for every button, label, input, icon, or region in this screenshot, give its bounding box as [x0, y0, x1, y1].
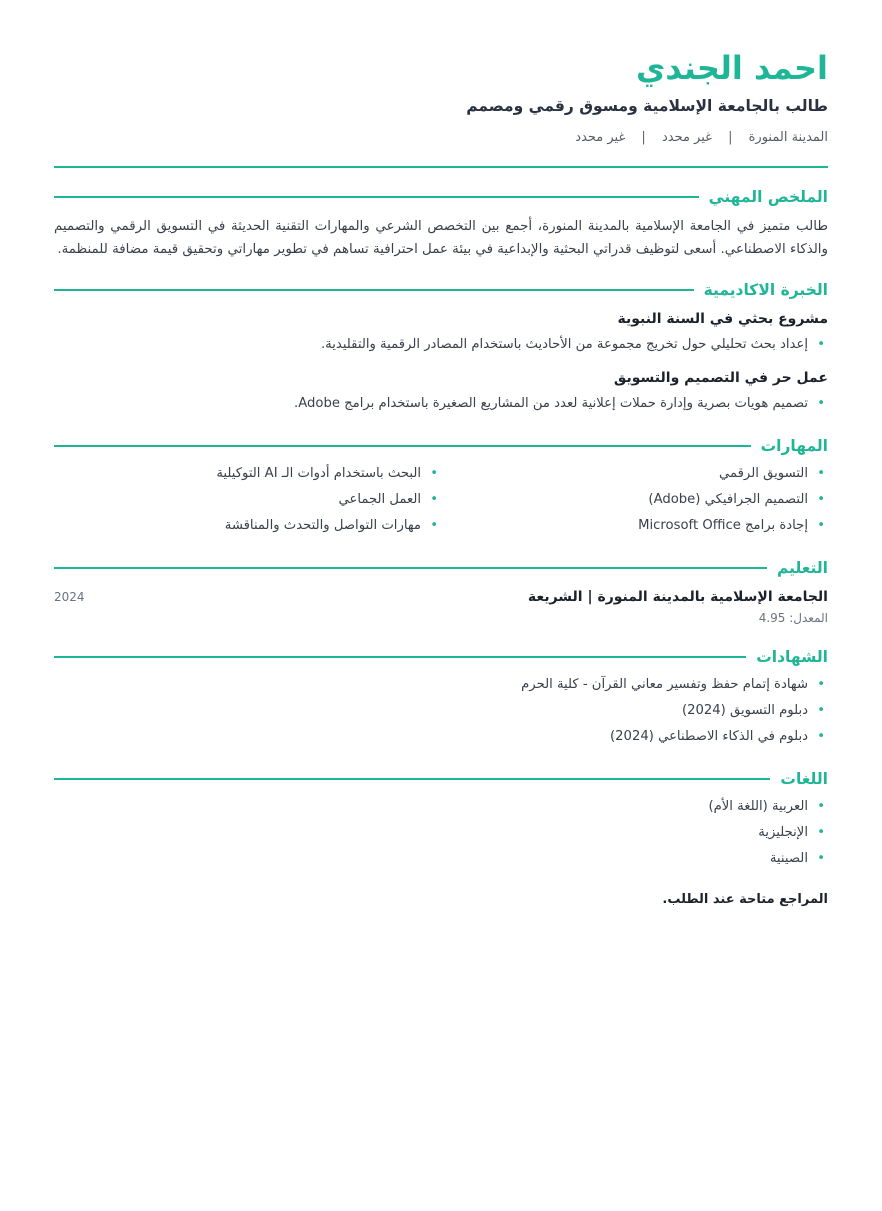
contact-location: المدينة المنورة — [748, 130, 828, 145]
section-title: المهارات — [760, 437, 828, 455]
experience-bullets — [54, 332, 828, 358]
list-item: • دبلوم في الذكاء الاصطناعي (2024) — [54, 724, 828, 750]
section-title: الخبرة الاكاديمية — [703, 281, 828, 299]
experience-bullets — [54, 391, 828, 417]
section-header-summary — [54, 188, 828, 206]
list-item: • إعداد بحث تحليلي حول تخريج مجموعة من الأحاديث باستخدام المصادر الرقمية والتقليدية. — [54, 332, 828, 358]
section-divider — [54, 445, 751, 447]
experience-title: مشروع بحثي في السنة النبوية — [617, 311, 828, 327]
languages-list — [54, 794, 828, 872]
section-header-certificates — [54, 648, 828, 666]
education-gpa: المعدل: 4.95 — [758, 611, 828, 625]
section-divider — [54, 289, 694, 291]
education-year: 2024 — [54, 590, 85, 604]
candidate-name: احمد الجندي — [635, 49, 828, 87]
section-divider — [54, 778, 770, 780]
list-item: • الصينية — [54, 846, 828, 872]
bullet-icon: • — [817, 466, 825, 481]
candidate-headline: طالب بالجامعة الإسلامية ومسوق رقمي ومصمم — [466, 97, 828, 115]
bullet-icon: • — [817, 703, 825, 718]
skills-column — [441, 461, 828, 539]
summary-text: طالب متميز في الجامعة الإسلامية بالمدينة المنورة، أجمع بين التخصص الشرعي والمهارات التقنية الحديثة في التسويق الرقمي والتصميم والذكاء الاصطناعي. أسعى لتوظيف قدراتي البحثية والإبداعية في بيئة عمل احترافية تساهم في تطوير مهاراتي وتحقيق قيمة مضافة للمنظمة. — [54, 219, 828, 257]
contact-separator: | — [641, 130, 646, 145]
references-note: المراجع متاحة عند الطلب. — [662, 892, 828, 907]
bullet-icon: • — [430, 492, 438, 507]
list-item: • البحث باستخدام أدوات الـ AI التوكيلية — [54, 461, 441, 487]
section-header-education — [54, 559, 828, 577]
bullet-icon: • — [817, 396, 825, 411]
skills-grid — [54, 459, 828, 539]
list-item: • التسويق الرقمي — [441, 461, 828, 487]
list-item: • الإنجليزية — [54, 820, 828, 846]
list-item: • التصميم الجرافيكي (Adobe) — [441, 487, 828, 513]
section-divider — [54, 196, 699, 198]
section-title: اللغات — [780, 770, 828, 788]
experience-title: عمل حر في التصميم والتسويق — [613, 370, 828, 386]
bullet-icon: • — [817, 799, 825, 814]
bullet-icon: • — [817, 492, 825, 507]
skills-column — [54, 461, 441, 539]
section-divider — [54, 656, 746, 658]
contact-line — [54, 128, 828, 148]
section-title: الشهادات — [756, 648, 828, 666]
section-header-skills — [54, 437, 828, 455]
bullet-icon: • — [817, 677, 825, 692]
list-item: • شهادة إتمام حفظ وتفسير معاني القرآن - كلية الحرم — [54, 672, 828, 698]
contact-phone: غير محدد — [661, 130, 712, 145]
section-title: التعليم — [776, 559, 828, 577]
list-item: • دبلوم التسويق (2024) — [54, 698, 828, 724]
list-item: • إجادة برامج Microsoft Office — [441, 513, 828, 539]
education-row — [54, 586, 828, 608]
bullet-icon: • — [817, 729, 825, 744]
bullet-icon: • — [817, 518, 825, 533]
header-divider — [54, 166, 828, 168]
list-item: • تصميم هويات بصرية وإدارة حملات إعلانية لعدد من المشاريع الصغيرة باستخدام برامج Adobe. — [54, 391, 828, 417]
education-school: الجامعة الإسلامية بالمدينة المنورة | الشريعة — [527, 589, 828, 605]
list-item: • مهارات التواصل والتحدث والمناقشة — [54, 513, 441, 539]
list-item: • العربية (اللغة الأم) — [54, 794, 828, 820]
section-title: الملخص المهني — [708, 188, 828, 206]
bullet-icon: • — [430, 518, 438, 533]
certificates-list — [54, 672, 828, 750]
bullet-icon: • — [817, 851, 825, 866]
bullet-icon: • — [817, 337, 825, 352]
section-header-languages — [54, 770, 828, 788]
section-header-experience — [54, 281, 828, 299]
contact-separator: | — [728, 130, 733, 145]
section-divider — [54, 567, 767, 569]
bullet-icon: • — [430, 466, 438, 481]
contact-email: غير محدد — [575, 130, 626, 145]
list-item: • العمل الجماعي — [54, 487, 441, 513]
bullet-icon: • — [817, 825, 825, 840]
